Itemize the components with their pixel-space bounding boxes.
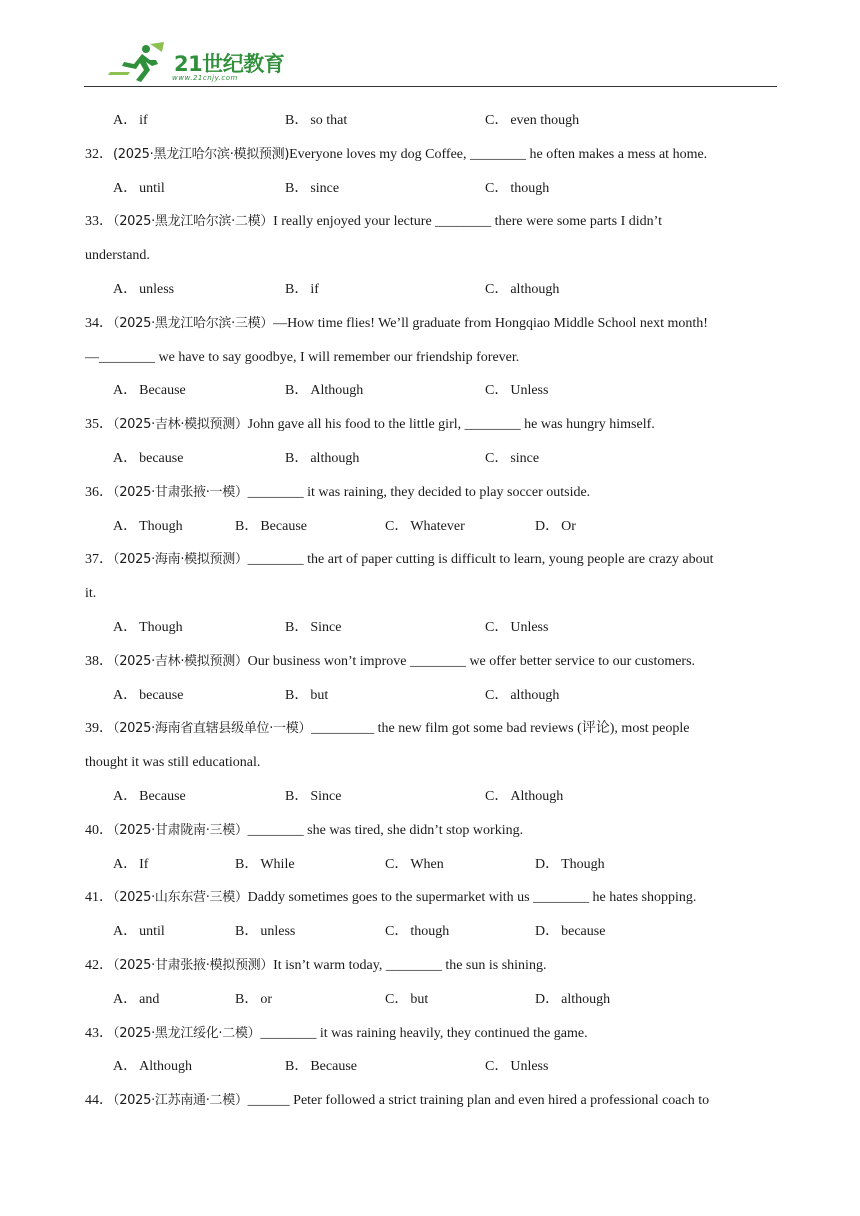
- option-text: Because: [139, 383, 186, 399]
- question-stem: [0, 949, 860, 983]
- answer-option: [285, 611, 341, 645]
- answer-options: [0, 510, 860, 544]
- answer-options: [0, 679, 860, 713]
- answer-options: [0, 273, 860, 307]
- question-stem: [0, 205, 860, 239]
- question-text: John gave all his food to the little girl, ________ he was hungry himself.: [247, 417, 655, 433]
- answer-options: [0, 611, 860, 645]
- option-letter: A．: [113, 180, 138, 196]
- answer-option: [485, 374, 548, 408]
- question-text: I really enjoyed your lecture ________ there were some parts I didn’t: [273, 214, 662, 230]
- option-text: Unless: [510, 1059, 549, 1075]
- answer-options: [0, 1050, 860, 1084]
- question-text: thought it was still educational.: [85, 755, 261, 771]
- answer-option: [113, 1050, 192, 1084]
- question-stem: [0, 138, 860, 172]
- option-letter: A．: [113, 991, 138, 1007]
- option-letter: B．: [285, 450, 309, 466]
- question-stem: [0, 307, 860, 341]
- option-letter: B．: [285, 788, 309, 804]
- option-text: While: [260, 856, 295, 872]
- option-text: because: [561, 924, 606, 940]
- question-source: （2025·甘肃陇南·三模）: [113, 822, 248, 838]
- question-number: 38．: [85, 653, 113, 669]
- answer-options: [0, 780, 860, 814]
- answer-option: [485, 273, 559, 307]
- question-stem: [0, 881, 860, 915]
- option-text: but: [410, 991, 429, 1007]
- answer-option: [113, 915, 165, 949]
- answer-option: [535, 848, 605, 882]
- answer-option: [113, 848, 148, 882]
- option-text: although: [310, 450, 360, 466]
- answer-option: [535, 510, 576, 544]
- question-text: Everyone loves my dog Coffee, ________ he often makes a mess at home.: [289, 146, 708, 162]
- question-text: ________ it was raining, they decided to play soccer outside.: [247, 484, 591, 500]
- question-number: 32．: [85, 146, 113, 162]
- answer-option: [113, 172, 165, 206]
- question-stem: [0, 408, 860, 442]
- question-text: It isn’t warm today, ________ the sun is shining.: [273, 957, 547, 973]
- option-letter: A．: [113, 924, 138, 940]
- option-letter: A．: [113, 450, 138, 466]
- option-text: unless: [260, 924, 296, 940]
- answer-option: [285, 442, 359, 476]
- option-letter: A．: [113, 687, 138, 703]
- option-letter: B．: [285, 619, 309, 635]
- question-number: 40．: [85, 822, 113, 838]
- answer-option: [535, 983, 610, 1017]
- answer-options: [0, 104, 860, 138]
- option-letter: C．: [485, 619, 509, 635]
- option-text: though: [410, 924, 450, 940]
- question-source: （2025·黑龙江哈尔滨·二模）: [113, 214, 274, 230]
- option-letter: D．: [535, 518, 560, 534]
- site-logo: [106, 42, 296, 84]
- answer-option: [285, 273, 319, 307]
- answer-options: [0, 983, 860, 1017]
- option-letter: C．: [485, 788, 509, 804]
- answer-option: [113, 273, 174, 307]
- option-text: Because: [260, 518, 307, 534]
- option-text: Although: [139, 1059, 193, 1075]
- question-number: 44．: [85, 1093, 113, 1109]
- option-letter: B．: [285, 687, 309, 703]
- answer-option: [485, 780, 563, 814]
- option-text: although: [510, 687, 560, 703]
- option-letter: A．: [113, 113, 138, 128]
- answer-options: [0, 442, 860, 476]
- question-number: 35．: [85, 417, 113, 433]
- question-number: 34．: [85, 315, 113, 331]
- option-text: Although: [310, 383, 364, 399]
- answer-option: [285, 374, 363, 408]
- question-stem: [0, 476, 860, 510]
- logo-text: 21世纪教育: [174, 52, 285, 76]
- option-letter: A．: [113, 619, 138, 635]
- option-text: since: [510, 450, 540, 466]
- option-text: since: [310, 180, 340, 196]
- answer-option: [113, 983, 159, 1017]
- option-text: When: [410, 856, 444, 872]
- option-text: Because: [310, 1059, 357, 1075]
- option-letter: A．: [113, 518, 138, 534]
- question-number: 36．: [85, 484, 113, 500]
- logo-url: www.21cnjy.com: [172, 74, 238, 82]
- option-letter: D．: [535, 991, 560, 1007]
- option-letter: A．: [113, 1059, 138, 1075]
- answer-option: [285, 679, 328, 713]
- question-stem: [0, 645, 860, 679]
- answer-option: [235, 510, 307, 544]
- answer-option: [485, 1050, 548, 1084]
- question-number: 41．: [85, 890, 113, 906]
- question-stem: [0, 543, 860, 577]
- question-number: 33．: [85, 214, 113, 230]
- question-number: 42．: [85, 957, 113, 973]
- question-source: （2025·海南·模拟预测）: [113, 552, 248, 568]
- option-text: Though: [139, 518, 183, 534]
- question-source: （2025·吉林·模拟预测）: [113, 653, 248, 669]
- question-continuation: [0, 341, 860, 375]
- answer-option: [113, 442, 183, 476]
- answer-option: [285, 780, 341, 814]
- option-text: Whatever: [410, 518, 465, 534]
- answer-option: [485, 172, 549, 206]
- option-letter: A．: [113, 856, 138, 872]
- option-letter: A．: [113, 788, 138, 804]
- option-letter: B．: [285, 180, 309, 196]
- answer-option: [113, 780, 186, 814]
- answer-option: [113, 374, 186, 408]
- option-text: Though: [139, 619, 183, 635]
- option-text: Since: [310, 619, 342, 635]
- answer-option: [535, 915, 605, 949]
- answer-option: [485, 104, 579, 138]
- answer-option: [285, 172, 339, 206]
- answer-option: [385, 915, 449, 949]
- option-letter: B．: [235, 991, 259, 1007]
- option-letter: C．: [385, 924, 409, 940]
- question-text: Daddy sometimes goes to the supermarket with us ________ he hates shopping.: [247, 890, 697, 906]
- question-number: 39．: [85, 721, 113, 737]
- option-text: Or: [561, 518, 576, 534]
- question-text: _________ the new film got some bad reviews (评论), most people: [311, 721, 690, 737]
- option-text: Unless: [510, 619, 549, 635]
- option-text: If: [139, 856, 149, 872]
- option-letter: C．: [485, 687, 509, 703]
- option-text: or: [260, 991, 273, 1007]
- question-text: ______ Peter followed a strict training plan and even hired a professional coach to: [247, 1093, 710, 1109]
- option-text: Because: [139, 788, 186, 804]
- page-header: [84, 40, 777, 87]
- answer-option: [235, 848, 295, 882]
- question-continuation: [0, 239, 860, 273]
- answer-option: [285, 1050, 357, 1084]
- answer-options: [0, 374, 860, 408]
- question-stem: [0, 814, 860, 848]
- question-stem: [0, 1084, 860, 1118]
- option-text: until: [139, 180, 165, 196]
- option-letter: C．: [385, 856, 409, 872]
- option-letter: A．: [113, 281, 138, 297]
- answer-option: [385, 848, 444, 882]
- option-letter: C．: [485, 180, 509, 196]
- question-source: （2025·海南省直辖县级单位·一模）: [113, 721, 312, 737]
- option-letter: B．: [285, 383, 309, 399]
- question-text: understand.: [85, 248, 150, 264]
- answer-option: [285, 104, 347, 138]
- option-letter: B．: [235, 924, 259, 940]
- option-text: Unless: [510, 383, 549, 399]
- question-continuation: [0, 577, 860, 611]
- option-letter: C．: [385, 991, 409, 1007]
- question-list: [0, 104, 860, 1118]
- answer-option: [235, 915, 295, 949]
- answer-option: [385, 983, 428, 1017]
- question-source: （2025·黑龙江绥化·二模）: [113, 1025, 261, 1041]
- question-stem: [0, 712, 860, 746]
- option-letter: B．: [235, 856, 259, 872]
- option-text: until: [139, 924, 165, 940]
- option-text: unless: [139, 281, 175, 297]
- question-source: （2025·甘肃张掖·一模）: [113, 484, 248, 500]
- question-source: （2025·黑龙江哈尔滨·三模）: [113, 315, 274, 331]
- option-letter: C．: [485, 383, 509, 399]
- question-text: —________ we have to say goodbye, I will remember our friendship forever.: [85, 349, 520, 365]
- answer-options: [0, 172, 860, 206]
- option-letter: C．: [485, 1059, 509, 1075]
- answer-option: [385, 510, 465, 544]
- option-text: if: [310, 281, 319, 297]
- question-number: 37．: [85, 552, 113, 568]
- question-source: （2025·江苏南通·二模）: [113, 1093, 248, 1109]
- question-source: （2025·吉林·模拟预测）: [113, 417, 248, 433]
- option-text: Since: [310, 788, 342, 804]
- option-text: so that: [310, 113, 348, 128]
- question-text: Our business won’t improve ________ we offer better service to our customers.: [247, 653, 696, 669]
- answer-option: [485, 442, 539, 476]
- option-text: although: [510, 281, 560, 297]
- question-text: ________ she was tired, she didn’t stop working.: [247, 822, 524, 838]
- answer-option: [485, 611, 548, 645]
- question-text: ________ the art of paper cutting is difficult to learn, young people are crazy about: [247, 552, 714, 568]
- question-stem: [0, 1017, 860, 1051]
- option-text: although: [561, 991, 611, 1007]
- option-letter: C．: [485, 450, 509, 466]
- question-continuation: [0, 746, 860, 780]
- option-text: and: [139, 991, 160, 1007]
- answer-option: [113, 611, 183, 645]
- answer-option: [113, 679, 183, 713]
- option-letter: B．: [285, 1059, 309, 1075]
- option-text: because: [139, 687, 184, 703]
- option-text: though: [510, 180, 550, 196]
- question-source: （2025·山东东营·三模）: [113, 890, 248, 906]
- question-number: 43．: [85, 1025, 113, 1041]
- question-text: —How time flies! We’ll graduate from Hongqiao Middle School next month!: [273, 315, 708, 331]
- question-source: （2025·甘肃张掖·模拟预测）: [113, 957, 274, 973]
- option-text: but: [310, 687, 329, 703]
- question-source: (2025·黑龙江哈尔滨·模拟预测): [113, 146, 290, 162]
- option-text: because: [139, 450, 184, 466]
- option-text: even though: [510, 113, 580, 128]
- question-text: it.: [85, 586, 97, 602]
- answer-options: [0, 915, 860, 949]
- option-text: if: [139, 113, 148, 128]
- answer-option: [485, 679, 559, 713]
- answer-option: [113, 104, 148, 138]
- runner-logo-icon: [106, 42, 166, 84]
- answer-option: [235, 983, 272, 1017]
- option-letter: B．: [285, 281, 309, 297]
- option-letter: D．: [535, 856, 560, 872]
- option-letter: C．: [485, 113, 509, 128]
- option-text: Though: [561, 856, 605, 872]
- option-letter: B．: [235, 518, 259, 534]
- option-letter: B．: [285, 113, 309, 128]
- option-letter: D．: [535, 924, 560, 940]
- option-letter: C．: [485, 281, 509, 297]
- question-text: ________ it was raining heavily, they continued the game.: [260, 1025, 588, 1041]
- option-letter: A．: [113, 383, 138, 399]
- option-text: Although: [510, 788, 564, 804]
- option-letter: C．: [385, 518, 409, 534]
- answer-option: [113, 510, 183, 544]
- answer-options: [0, 848, 860, 882]
